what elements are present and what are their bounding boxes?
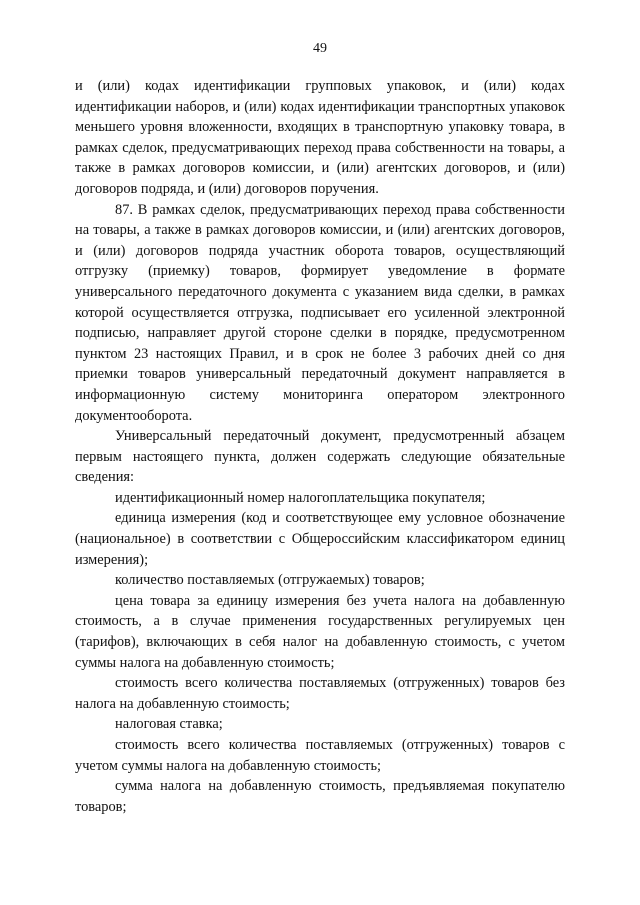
list-item-buyer-inn: идентификационный номер налогоплательщика покупателя; [115, 489, 486, 506]
list-item-cost-without-vat: стоимость всего количества поставляемых (отгруженных) товаров без налога на добавленную стоимость; [75, 675, 565, 712]
paragraph-item-87: 87. В рамках сделок, предусматривающих переход права собственности на товары, а также в рамках договоров комиссии, и (или) агентских договоров, и (или) договоров подряда участник оборота товаров, осуществляющий отгрузку (приемку) товаров, формирует уведомление в формате универсального передаточного документа с указанием вида сделки, в рамках которой осуществляется отгрузка, подписывает его усиленной электронной подписью, направляет другой стороне сделки в порядке, предусмотренном пунктом 23 настоящих Правил, и в срок не более 3 рабочих дней со дня приемки товаров универсальный передаточный документ направляется в информационную систему мониторинга оператором электронного документооборота. [75, 201, 565, 424]
list-item-tax-rate: налоговая ставка; [115, 716, 223, 733]
list-item-unit-of-measure: единица измерения (код и соответствующее ему условное обозначение (национальное) в соответствии с Общероссийским классификатором единиц измерения); [75, 510, 565, 568]
list-item-vat-amount: сумма налога на добавленную стоимость, предъявляемая покупателю товаров; [75, 778, 565, 815]
list-item-unit-price: цена товара за единицу измерения без учета налога на добавленную стоимость, а в случае применения государственных регулируемых цен (тарифов), включающих в себя налог на добавленную стоимость, с учетом суммы налога на добавленную стоимость; [75, 592, 565, 671]
paragraph-upd-requirements: Универсальный передаточный документ, предусмотренный абзацем первым настоящего пункта, должен содержать следующие обязательные сведения: [75, 428, 565, 486]
list-item-cost-with-vat: стоимость всего количества поставляемых (отгруженных) товаров с учетом суммы налога на добавленную стоимость; [75, 737, 565, 774]
paragraph-continuation: и (или) кодах идентификации групповых упаковок, и (или) кодах идентификации наборов, и (или) кодах идентификации транспортных упаковок меньшего уровня вложенности, входящих в транспортную упаковку товара, в рамках сделок, предусматривающих переход права собственности на товары, а также в рамках договоров комиссии, и (или) агентских договоров, и (или) договоров подряда, и (или) договоров поручения. [75, 78, 565, 197]
page-number: 49 [313, 41, 327, 56]
list-item-quantity: количество поставляемых (отгружаемых) товаров; [115, 572, 425, 589]
document-body [75, 76, 565, 817]
